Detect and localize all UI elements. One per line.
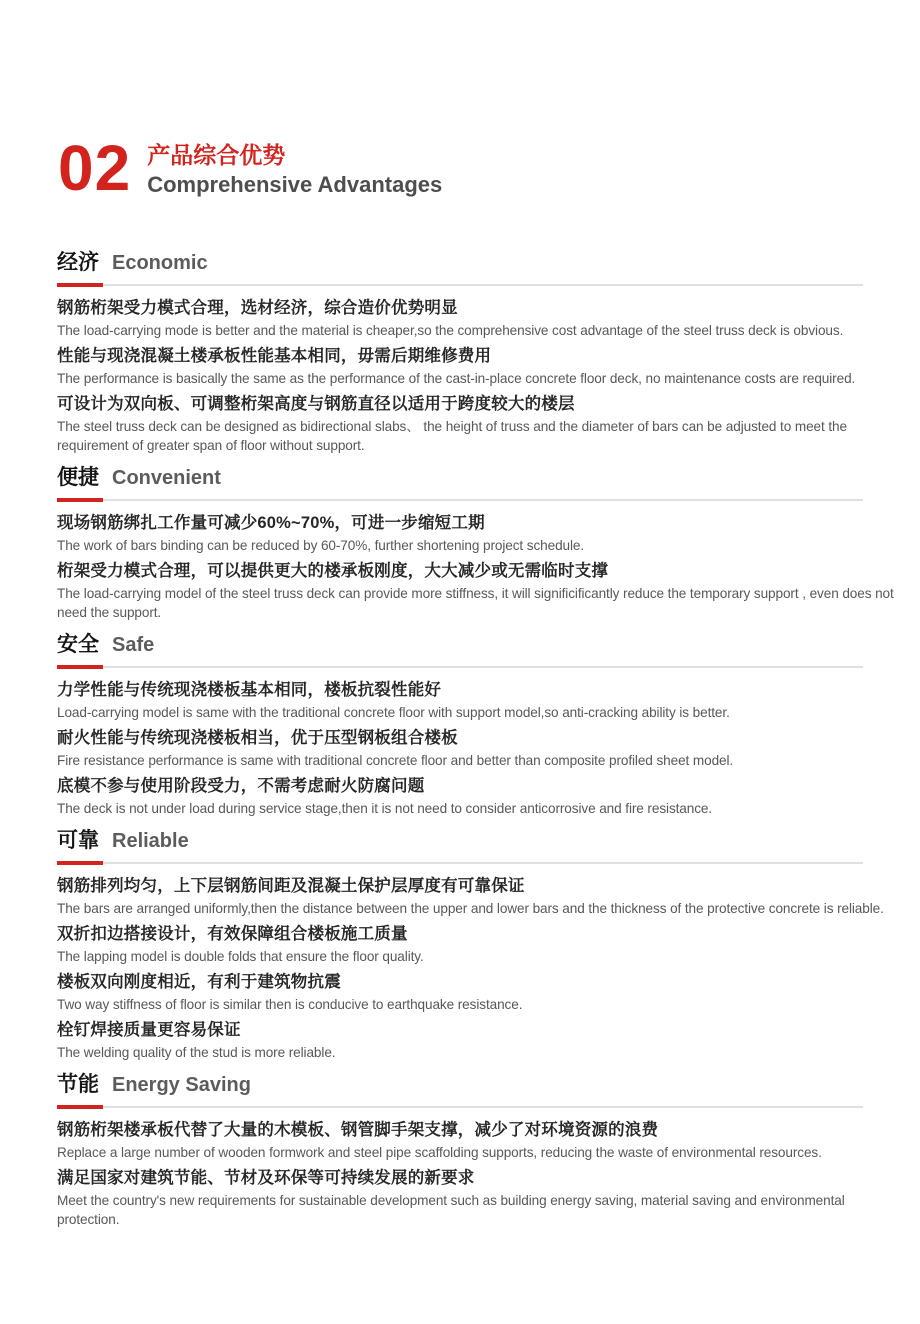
advantage-item-en: The deck is not under load during service stage,then it is not need to consider anticorrosive and fire resistance. bbox=[57, 801, 713, 816]
section-items bbox=[57, 875, 907, 1062]
section-title-en: Reliable bbox=[112, 830, 189, 852]
advantage-item bbox=[57, 971, 907, 1014]
advantage-item-cn: 楼板双向刚度相近，有利于建筑物抗震 bbox=[57, 973, 341, 991]
advantage-item-cn: 钢筋桁架楼承板代替了大量的木模板、钢管脚手架支撑，减少了对环境资源的浪费 bbox=[57, 1121, 659, 1139]
section-title-en: Safe bbox=[112, 634, 155, 656]
advantage-item bbox=[57, 560, 907, 622]
section-title-en: Convenient bbox=[112, 467, 221, 489]
section-header bbox=[57, 632, 907, 668]
page-title-cn: 产品综合优势 bbox=[147, 142, 286, 168]
section-divider-accent bbox=[57, 861, 103, 865]
advantage-section-4 bbox=[57, 1072, 907, 1229]
advantage-item-en: Meet the country's new requirements for sustainable development such as building energy saving, material saving and environmental protection. bbox=[57, 1193, 845, 1227]
section-title-en: Economic bbox=[112, 252, 208, 274]
section-items bbox=[57, 1119, 907, 1229]
page-header bbox=[58, 132, 443, 204]
advantage-item-cn: 性能与现浇混凝土楼承板性能基本相同，毋需后期维修费用 bbox=[57, 347, 492, 365]
advantage-section-2 bbox=[57, 632, 907, 818]
advantage-item-en: The performance is basically the same as the performance of the cast-in-place concrete floor deck, no maintenance costs are required. bbox=[57, 371, 856, 386]
section-header bbox=[57, 1072, 907, 1108]
advantage-item-en: The load-carrying mode is better and the material is cheaper,so the comprehensive cost advantage of the steel truss deck is obvious. bbox=[57, 323, 844, 338]
section-items bbox=[57, 512, 907, 622]
advantage-item-cn: 钢筋排列均匀，上下层钢筋间距及混凝土保护层厚度有可靠保证 bbox=[57, 877, 525, 895]
advantage-item bbox=[57, 297, 907, 340]
advantage-section-0 bbox=[57, 250, 907, 455]
advantages-content bbox=[57, 250, 907, 1239]
advantage-item-cn: 钢筋桁架受力模式合理，选材经济，综合造价优势明显 bbox=[57, 299, 458, 317]
advantage-item-en: The welding quality of the stud is more reliable. bbox=[57, 1045, 336, 1060]
section-divider-accent bbox=[57, 283, 103, 287]
advantage-item-en: The load-carrying model of the steel truss deck can provide more stiffness, it will significificantly reduce the temporary support , even does not need the support. bbox=[57, 586, 894, 620]
section-divider bbox=[57, 1106, 863, 1108]
section-header bbox=[57, 250, 907, 286]
advantage-item bbox=[57, 1019, 907, 1062]
section-title-cn: 便捷 bbox=[57, 466, 99, 489]
section-items bbox=[57, 297, 907, 455]
advantage-item-en: Two way stiffness of floor is similar then is conducive to earthquake resistance. bbox=[57, 997, 523, 1012]
page-title-en: Comprehensive Advantages bbox=[147, 172, 443, 198]
page-number: 02 bbox=[58, 132, 132, 204]
section-divider-accent bbox=[57, 665, 103, 669]
advantage-item-cn: 力学性能与传统现浇楼板基本相同，楼板抗裂性能好 bbox=[57, 681, 442, 699]
section-divider bbox=[57, 666, 863, 668]
advantage-item bbox=[57, 679, 907, 722]
advantage-item-en: The work of bars binding can be reduced by 60-70%, further shortening project schedule. bbox=[57, 538, 585, 553]
page-titles bbox=[147, 137, 442, 198]
advantage-item-cn: 桁架受力模式合理，可以提供更大的楼承板刚度，大大减少或无需临时支撑 bbox=[57, 562, 609, 580]
advantage-item-cn: 耐火性能与传统现浇楼板相当，优于压型钢板组合楼板 bbox=[57, 729, 458, 747]
advantage-item-en: Load-carrying model is same with the traditional concrete floor with support model,so anti-cracking ability is better. bbox=[57, 705, 730, 720]
section-title-cn: 经济 bbox=[57, 251, 99, 274]
advantage-item bbox=[57, 512, 907, 555]
section-items bbox=[57, 679, 907, 818]
advantage-item-cn: 现场钢筋绑扎工作量可减少60%~70%，可进一步缩短工期 bbox=[57, 514, 485, 532]
advantage-item-en: The bars are arranged uniformly,then the distance between the upper and lower bars and the thickness of the protective concrete is reliable. bbox=[57, 901, 884, 916]
advantage-item-cn: 满足国家对建筑节能、节材及环保等可持续发展的新要求 bbox=[57, 1169, 475, 1187]
advantage-item-cn: 底模不参与使用阶段受力，不需考虑耐火防腐问题 bbox=[57, 777, 425, 795]
section-divider bbox=[57, 284, 863, 286]
advantage-item-en: Replace a large number of wooden formwork and steel pipe scaffolding supports, reducing the waste of environmental resources. bbox=[57, 1145, 822, 1160]
advantage-section-3 bbox=[57, 828, 907, 1062]
advantage-item-en: The lapping model is double folds that ensure the floor quality. bbox=[57, 949, 424, 964]
advantage-item bbox=[57, 923, 907, 966]
advantage-item-cn: 栓钉焊接质量更容易保证 bbox=[57, 1021, 241, 1039]
advantage-item bbox=[57, 775, 907, 818]
section-divider-accent bbox=[57, 1105, 103, 1109]
advantage-item bbox=[57, 875, 907, 918]
section-title-cn: 安全 bbox=[57, 633, 99, 656]
section-title-en: Energy Saving bbox=[112, 1074, 251, 1096]
advantage-item bbox=[57, 727, 907, 770]
advantage-item-cn: 双折扣边搭接设计，有效保障组合楼板施工质量 bbox=[57, 925, 408, 943]
advantage-item-cn: 可设计为双向板、可调整桁架高度与钢筋直径以适用于跨度较大的楼层 bbox=[57, 395, 575, 413]
section-divider bbox=[57, 862, 863, 864]
section-divider bbox=[57, 499, 863, 501]
advantage-item bbox=[57, 345, 907, 388]
advantage-section-1 bbox=[57, 465, 907, 622]
advantage-item bbox=[57, 1119, 907, 1162]
section-header bbox=[57, 465, 907, 501]
section-title-cn: 节能 bbox=[57, 1073, 99, 1096]
advantage-item-en: Fire resistance performance is same with traditional concrete floor and better than composite profiled sheet model. bbox=[57, 753, 734, 768]
advantage-item-en: The steel truss deck can be designed as bidirectional slabs、 the height of truss and the diameter of bars can be adjusted to meet the requirement of greater span of floor without support. bbox=[57, 419, 847, 453]
section-header bbox=[57, 828, 907, 864]
advantage-item bbox=[57, 1167, 907, 1229]
advantage-item bbox=[57, 393, 907, 455]
section-divider-accent bbox=[57, 498, 103, 502]
section-title-cn: 可靠 bbox=[57, 829, 99, 852]
